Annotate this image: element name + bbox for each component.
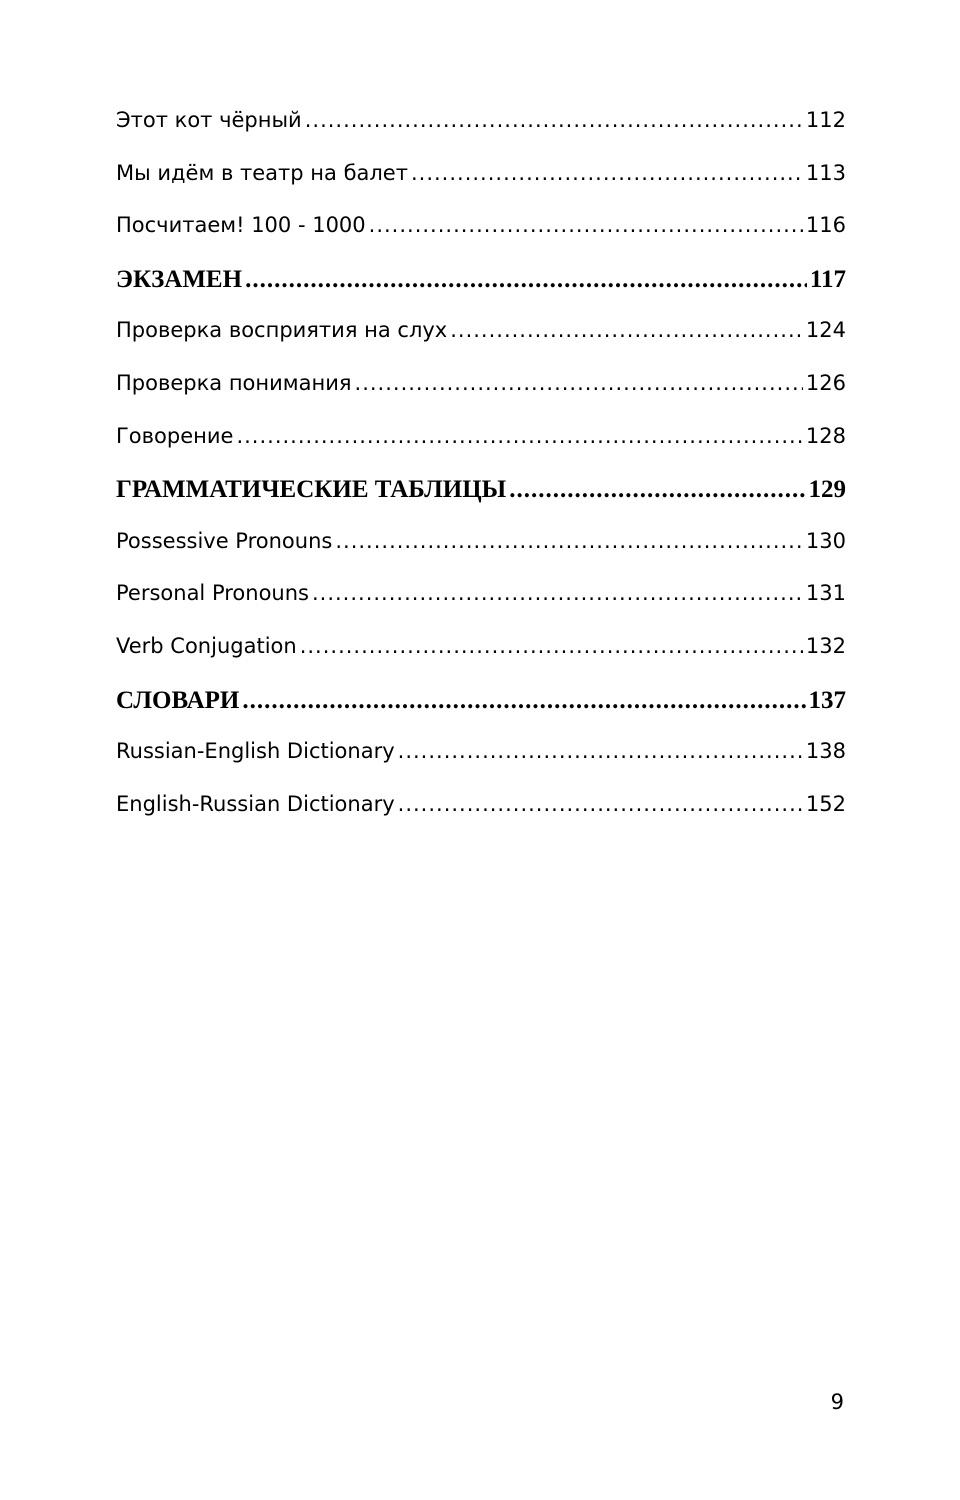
dot-leader <box>236 424 802 448</box>
toc-section-title: ЭКЗАМЕН <box>116 265 243 293</box>
toc-section-title: ГРАММАТИЧЕСКИЕ ТАБЛИЦЫ <box>116 476 507 504</box>
toc-section-entry[interactable] <box>116 476 846 529</box>
toc-entry[interactable] <box>116 213 846 266</box>
toc-entry-page: 126 <box>805 370 846 395</box>
toc-section-page: 117 <box>809 265 846 293</box>
toc-entry-title: Проверка восприятия на слух <box>116 318 448 343</box>
page-number: 9 <box>830 1390 844 1414</box>
dot-leader <box>242 687 805 715</box>
dot-leader <box>300 634 803 658</box>
toc-entry-page: 116 <box>805 213 846 238</box>
dot-leader <box>398 792 803 816</box>
toc-entry-page: 131 <box>805 581 846 606</box>
toc-entry-title: Personal Pronouns <box>116 581 309 606</box>
toc-entry[interactable] <box>116 581 846 634</box>
table-of-contents <box>116 108 846 844</box>
toc-entry-page: 113 <box>805 160 846 185</box>
toc-entry-page: 112 <box>805 108 846 132</box>
dot-leader <box>312 581 803 605</box>
dot-leader <box>369 213 803 237</box>
toc-entry[interactable] <box>116 424 846 477</box>
toc-section-entry[interactable] <box>116 266 846 319</box>
toc-entry[interactable] <box>116 161 846 214</box>
toc-entry-title: Verb Conjugation <box>116 633 297 658</box>
toc-section-page: 137 <box>808 686 846 714</box>
dot-leader <box>411 161 803 185</box>
toc-entry[interactable] <box>116 634 846 687</box>
toc-entry[interactable] <box>116 792 846 845</box>
toc-entry-page: 130 <box>805 528 846 553</box>
toc-entry-title: Russian-English Dictionary <box>116 739 395 764</box>
toc-entry-title: Говорение <box>116 423 234 448</box>
dot-leader <box>305 108 803 132</box>
dot-leader <box>355 371 803 395</box>
toc-entry-page: 124 <box>805 318 846 343</box>
toc-entry-title: Этот кот чёрный <box>116 108 302 132</box>
dot-leader <box>398 739 803 763</box>
toc-entry[interactable] <box>116 318 846 371</box>
toc-entry-title: Мы идём в театр на балет <box>116 160 408 185</box>
toc-section-title: СЛОВАРИ <box>116 686 240 714</box>
toc-entry-title: English-Russian Dictionary <box>116 791 395 816</box>
toc-entry-page: 132 <box>805 633 846 658</box>
toc-entry-page: 152 <box>805 791 846 816</box>
toc-entry[interactable] <box>116 371 846 424</box>
dot-leader <box>335 529 803 553</box>
toc-entry[interactable] <box>116 108 846 161</box>
dot-leader <box>509 476 805 504</box>
toc-entry[interactable] <box>116 529 846 582</box>
toc-entry[interactable] <box>116 739 846 792</box>
dot-leader <box>450 318 803 342</box>
toc-entry-page: 128 <box>805 423 846 448</box>
toc-entry-title: Проверка понимания <box>116 370 352 395</box>
toc-entry-title: Посчитаем! 100 - 1000 <box>116 213 366 238</box>
toc-section-entry[interactable] <box>116 687 846 740</box>
dot-leader <box>245 266 807 294</box>
toc-entry-page: 138 <box>805 739 846 764</box>
toc-entry-title: Possessive Pronouns <box>116 528 333 553</box>
toc-section-page: 129 <box>808 476 846 504</box>
